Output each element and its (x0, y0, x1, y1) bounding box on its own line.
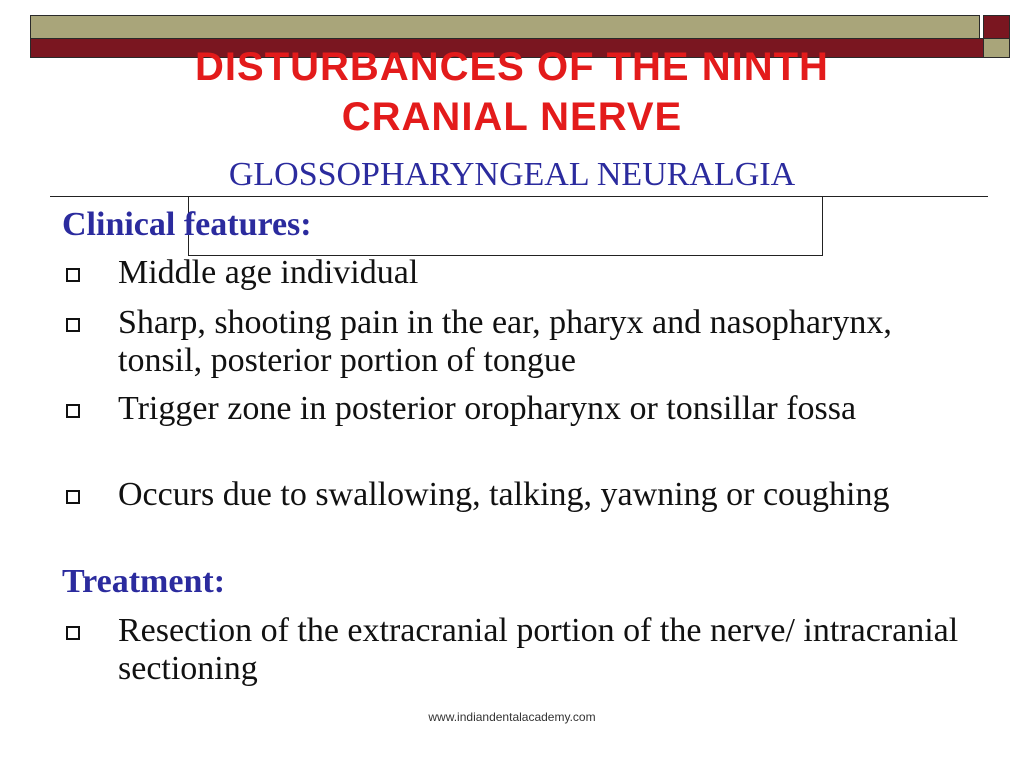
header-bar-olive (30, 15, 980, 39)
footer-url: www.indiandentalacademy.com (428, 710, 596, 724)
bullet-item (62, 304, 962, 380)
slide-title-line1: DISTURBANCES OF THE NINTH (195, 45, 829, 89)
clinical-features-heading: Clinical features: (62, 206, 312, 243)
treatment-heading: Treatment: (62, 563, 226, 600)
slide-subtitle: GLOSSOPHARYNGEAL NEURALGIA (228, 156, 796, 193)
bullet-text: Sharp, shooting pain in the ear, pharyx and nasopharynx, tonsil, posterior portion of tongue (118, 304, 892, 379)
bullet-item (62, 612, 962, 688)
bullet-item (62, 390, 962, 428)
bullet-text: Middle age individual (118, 254, 419, 291)
header-corner-square (983, 15, 1010, 39)
bullet-item (62, 254, 962, 292)
bullet-text: Occurs due to swallowing, talking, yawning or coughing (118, 476, 890, 513)
bullet-text: Resection of the extracranial portion of the nerve/ intracranial sectioning (118, 612, 959, 687)
square-bullet-icon (66, 626, 80, 640)
slide-title (0, 42, 1024, 142)
square-bullet-icon (66, 318, 80, 332)
square-bullet-icon (66, 490, 80, 504)
square-bullet-icon (66, 404, 80, 418)
bullet-text: Trigger zone in posterior oropharynx or tonsillar fossa (118, 390, 857, 427)
bullet-item (62, 476, 962, 514)
slide-title-line2: CRANIAL NERVE (341, 95, 683, 139)
square-bullet-icon (66, 268, 80, 282)
